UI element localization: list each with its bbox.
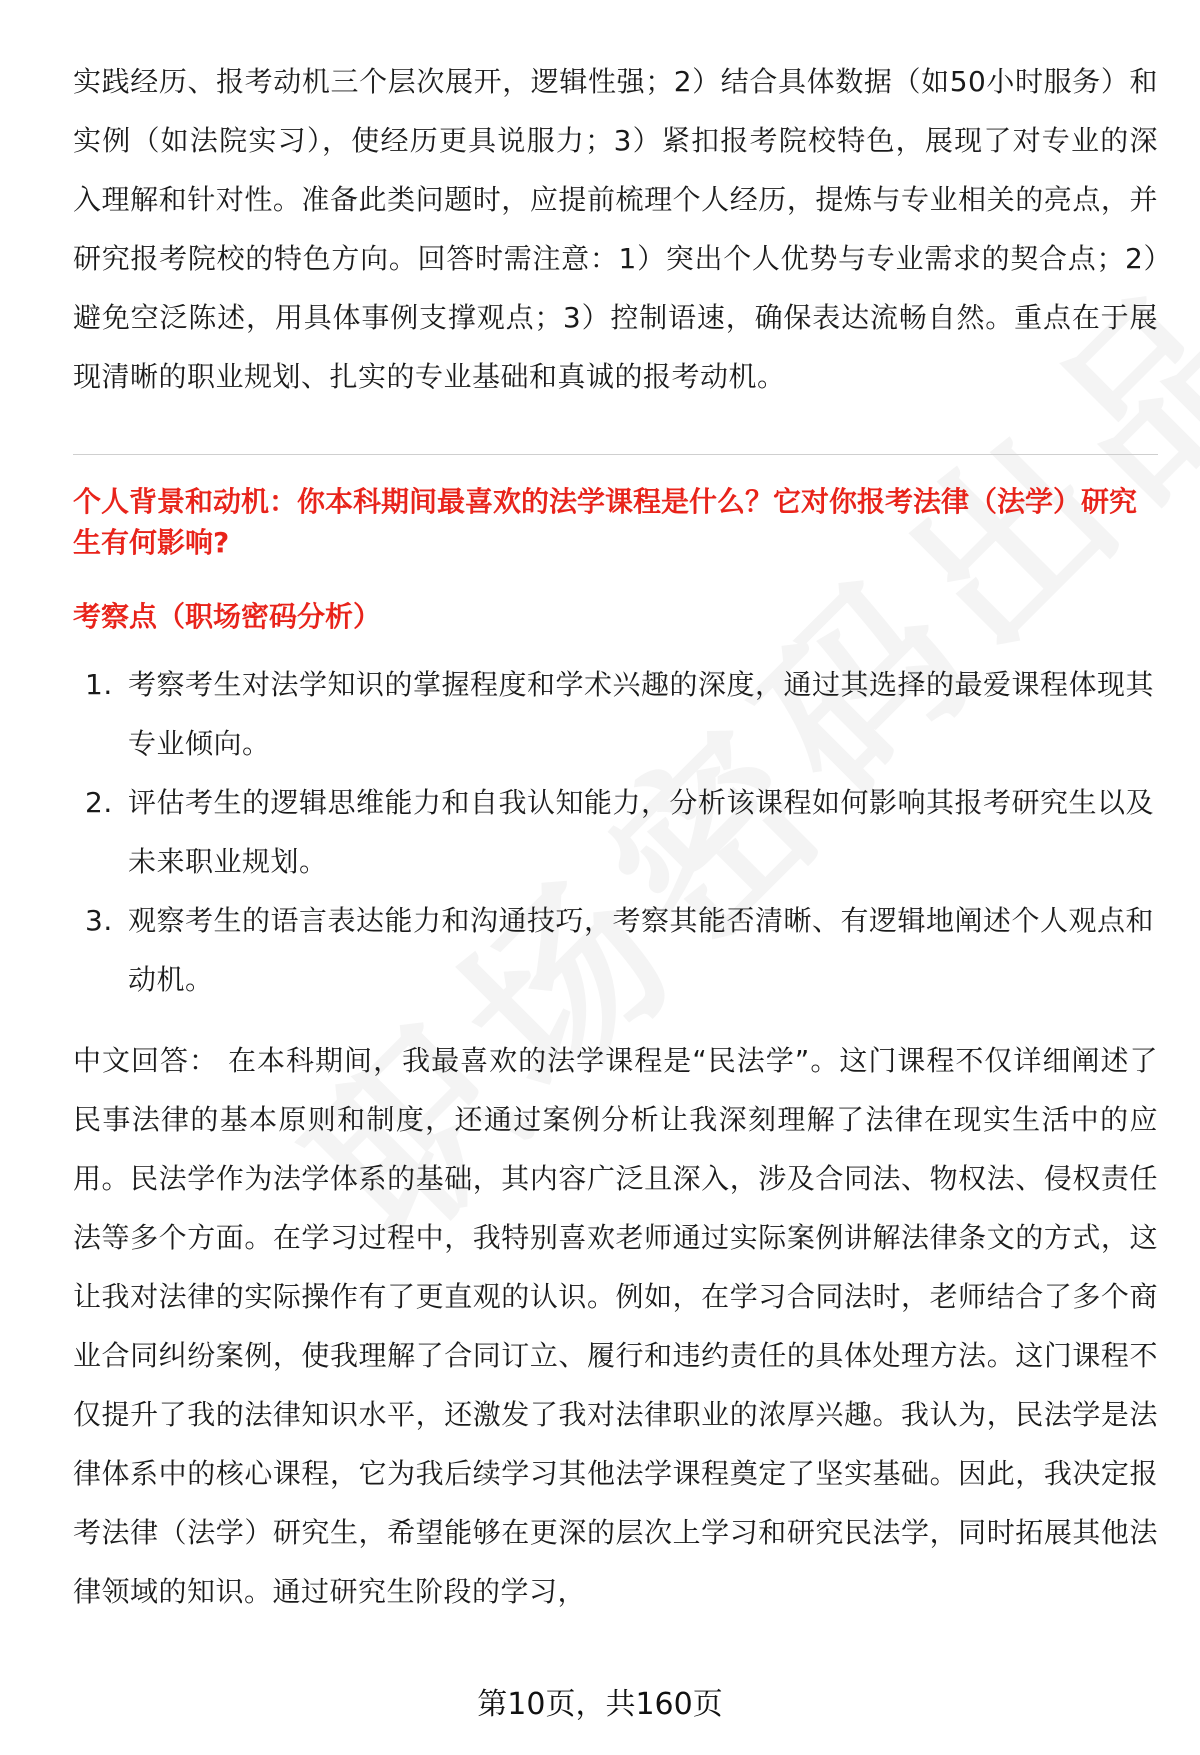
- assessment-heading: 考察点（职场密码分析）: [73, 600, 382, 633]
- page-content: [73, 52, 1158, 1621]
- list-item-number: 1.: [85, 668, 113, 701]
- list-item: [73, 773, 1158, 891]
- answer-paragraph: 中文回答： 在本科期间，我最喜欢的法学课程是“民法学”。这门课程不仅详细阐述了民事法律的基本原则和制度，还通过案例分析让我深刻理解了法律在现实生活中的应用。民法学作为法学体系的基础，其内容广泛且深入，涉及合同法、物权法、侵权责任法等多个方面。在学习过程中，我特别喜欢老师通过实际案例讲解法律条文的方式，这让我对法律的实际操作有了更直观的认识。例如，在学习合同法时，老师结合了多个商业合同纠纷案例，使我理解了合同订立、履行和违约责任的具体处理方法。这门课程不仅提升了我的法律知识水平，还激发了我对法律职业的浓厚兴趣。我认为，民法学是法律体系中的核心课程，它为我后续学习其他法学课程奠定了坚实基础。因此，我决定报考法律（法学）研究生，希望能够在更深的层次上学习和研究民法学，同时拓展其他法律领域的知识。通过研究生阶段的学习，: [73, 1044, 1158, 1608]
- list-item-text: 考察考生对法学知识的掌握程度和学术兴趣的深度，通过其选择的最爱课程体现其专业倾向。: [128, 668, 1155, 760]
- list-item-text: 评估考生的逻辑思维能力和自我认知能力，分析该课程如何影响其报考研究生以及未来职业规划。: [128, 786, 1155, 878]
- assessment-list: [73, 655, 1158, 1009]
- list-item-number: 3.: [85, 904, 113, 937]
- intro-paragraph: 实践经历、报考动机三个层次展开，逻辑性强；2）结合具体数据（如50小时服务）和实例（如法院实习），使经历更具说服力；3）紧扣报考院校特色，展现了对专业的深入理解和针对性。准备此类问题时，应提前梳理个人经历，提炼与专业相关的亮点，并研究报考院校的特色方向。回答时需注意：1）突出个人优势与专业需求的契合点；2）避免空泛陈述，用具体事例支撑观点；3）控制语速，确保表达流畅自然。重点在于展现清晰的职业规划、扎实的专业基础和真诚的报考动机。: [73, 65, 1158, 393]
- question-heading: 个人背景和动机：你本科期间最喜欢的法学课程是什么？它对你报考法律（法学）研究生有何影响?: [73, 485, 1138, 559]
- list-item: [73, 891, 1158, 1009]
- section-divider: [73, 454, 1158, 455]
- page-number-footer: 第10页，共160页: [477, 1687, 723, 1722]
- list-item-number: 2.: [85, 786, 113, 819]
- list-item: [73, 655, 1158, 773]
- list-item-text: 观察考生的语言表达能力和沟通技巧，考察其能否清晰、有逻辑地阐述个人观点和动机。: [128, 904, 1155, 996]
